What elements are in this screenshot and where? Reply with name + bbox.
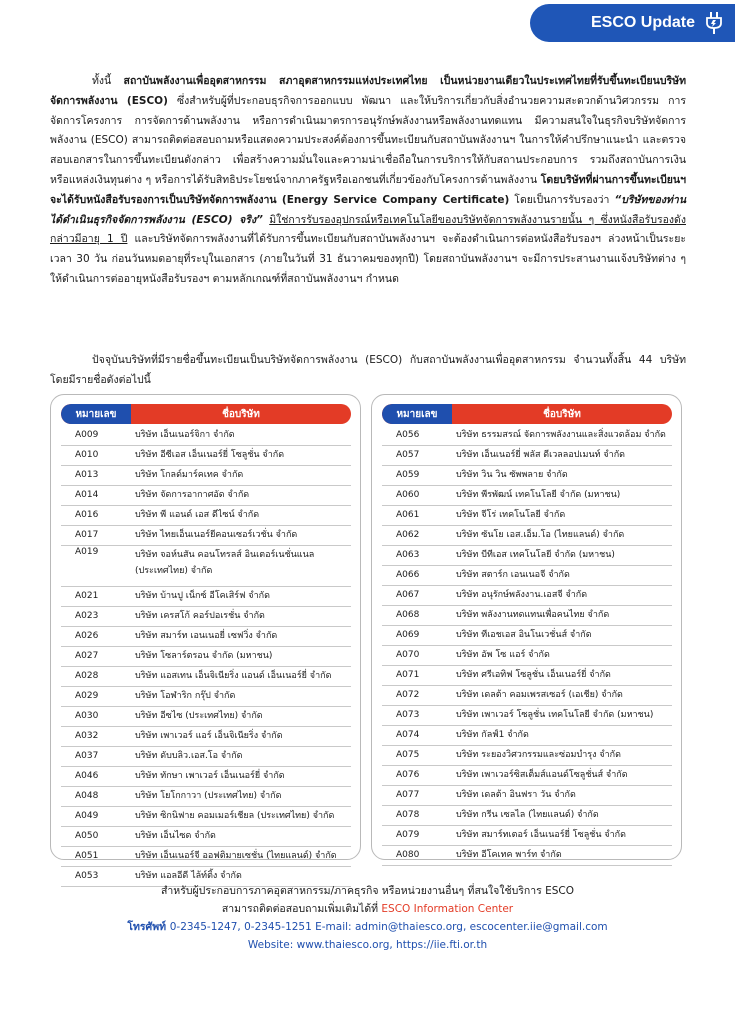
- website-label: Website:: [247, 939, 297, 951]
- company-code: A010: [75, 450, 99, 460]
- email-label: E-mail:: [311, 921, 355, 933]
- column-header-code: หมายเลข: [382, 404, 452, 424]
- current-count-paragraph: ปัจจุบันบริษัทที่มีรายชื่อขึ้นทะเบียนเป็นบริษัทจัดการพลังงาน (ESCO) กับสถาบันพลังงานเพื่ออุตสาหกรรม จำนวนทั้งสิ้น 44 บริษัท โดยมีรายชื่อดังต่อไปนี้: [50, 354, 686, 386]
- table-row: [382, 706, 672, 726]
- company-name: บริษัท อนุรักษ์พลังงาน.เอสจี จำกัด: [456, 590, 588, 600]
- table-row: [61, 687, 351, 707]
- company-name: บริษัท บีทีเอส เทคโนโลยี จำกัด (มหาชน): [456, 550, 615, 560]
- company-code: A028: [75, 671, 99, 681]
- table-row: [382, 626, 672, 646]
- table-row: [382, 846, 672, 866]
- company-name: บริษัท ไทยเอ็นเนอร์ยีคอนเซอร์เวชั่น จำกัด: [135, 530, 298, 540]
- company-name: บริษัท อัพ โซ แอร์ จำกัด: [456, 650, 550, 660]
- company-code: A077: [396, 790, 420, 800]
- company-name: บริษัท ระยองวิศวกรรมและซ่อมบำรุง จำกัด: [456, 750, 621, 760]
- table-row: [382, 726, 672, 746]
- table-row: [61, 607, 351, 627]
- company-name: บริษัท เอ็นเนอร์จิกา จำกัด: [135, 430, 235, 440]
- table-row: [61, 506, 351, 526]
- table-row: [382, 746, 672, 766]
- company-code: A048: [75, 791, 99, 801]
- company-name: บริษัท กัลฟ์1 จำกัด: [456, 730, 529, 740]
- footer-line-1: สำหรับผู้ประกอบการภาคอุตสาหกรรม/ภาคธุรกิจ หรือหน่วยงานอื่นๆ ที่สนใจใช้บริการ ESCO: [160, 885, 575, 897]
- company-code: A061: [396, 510, 420, 520]
- company-name: บริษัท จีโร่ เทคโนโลยี จำกัด: [456, 510, 566, 520]
- company-name: บริษัท อีซีเอส เอ็นเนอร์ยี่ โซลูชั่น จำกัด: [135, 450, 285, 460]
- company-code: A080: [396, 850, 420, 860]
- intro-quote: “บริษัทของท่านได้ดำเนินธุรกิจจัดการพลังงาน (ESCO) จริง”: [50, 193, 687, 226]
- intro-text: ทั้งนี้: [92, 75, 124, 87]
- company-code: A030: [75, 711, 99, 721]
- table-header: [61, 404, 351, 424]
- table-row: [382, 586, 672, 606]
- table-row: [61, 546, 351, 587]
- plug-icon: [705, 11, 723, 35]
- company-name: บริษัท โกลด์มาร์คเทค จำกัด: [135, 470, 244, 480]
- company-name: บริษัท สมาร์ทเตอร์ เอ็นเนอร์ยี่ โซลูชั่น จำกัด: [456, 830, 626, 840]
- company-code: A046: [75, 771, 99, 781]
- company-table-right: [371, 394, 682, 860]
- table-row: [61, 466, 351, 486]
- table-row: [382, 566, 672, 586]
- table-header: [382, 404, 672, 424]
- company-name: บริษัท เอ็นไซด จำกัด: [135, 831, 216, 841]
- company-code: A016: [75, 510, 99, 520]
- company-name: บริษัท บ้านปู เน็กซ์ อีโคเสิร์ฟ จำกัด: [135, 591, 270, 601]
- table-row: [382, 666, 672, 686]
- company-name: บริษัท ศรีเอทิฟ โซลูชั่น เอ็นเนอร์ยี่ จำกัด: [456, 670, 611, 680]
- company-name: บริษัท ทีเอชเอส อินโนเวชั่นส์ จำกัด: [456, 630, 592, 640]
- company-code: A021: [75, 591, 99, 601]
- company-code: A050: [75, 831, 99, 841]
- table-row: [382, 446, 672, 466]
- company-code: A017: [75, 530, 99, 540]
- company-name: บริษัท เครสโก้ คอร์ปอเรชั่น จำกัด: [135, 611, 265, 621]
- intro-disclaimer: มิใช่การรับรองอุปกรณ์หรือเทคโนโลยีของบริษัทจัดการพลังงานรายนั้น ๆ ซึ่งหนังสือรับรองดังกล่าวมีอายุ 1 ปี: [50, 213, 686, 246]
- company-name: บริษัท พลังงานทดแทนเพื่อคนไทย จำกัด: [456, 610, 610, 620]
- contact-footer: [0, 882, 735, 954]
- company-name: บริษัท ซันโย เอส.เอ็ม.โอ (ไทยแลนด์) จำกัด: [456, 530, 625, 540]
- intro-text: โดยเป็นการรับรองว่า: [509, 193, 615, 206]
- company-name: บริษัท กรีน เซลไล (ไทยแลนด์) จำกัด: [456, 810, 599, 820]
- table-row: [382, 426, 672, 446]
- company-code: A013: [75, 470, 99, 480]
- company-name: บริษัท โอฬาริก กรุ๊ป จำกัด: [135, 691, 236, 701]
- esco-update-badge: [530, 4, 735, 42]
- company-code: A067: [396, 590, 420, 600]
- company-code: A069: [396, 630, 420, 640]
- company-name: บริษัท พี แอนด์ เอส ดีไซน์ จำกัด: [135, 510, 260, 520]
- company-name: บริษัท ซิกนิฟาย คอมเมอร์เชียล (ประเทศไทย) จำกัด: [135, 811, 335, 821]
- company-code: A079: [396, 830, 420, 840]
- table-row: [382, 506, 672, 526]
- company-name: บริษัท เดลต้า คอมเพรสเซอร์ (เอเชีย) จำกัด: [456, 690, 623, 700]
- table-row: [382, 646, 672, 666]
- company-code: A026: [75, 631, 99, 641]
- company-name: บริษัท เพาเวอร์ซิสเต็มส์แอนด์โซลูชั่นส์ จำกัด: [456, 770, 628, 780]
- column-header-name: ชื่อบริษัท: [543, 408, 581, 420]
- company-code: A076: [396, 770, 420, 780]
- table-row: [382, 546, 672, 566]
- intro-iie-statement: สถาบันพลังงานเพื่ออุตสาหกรรม สภาอุตสาหกรรมแห่งประเทศไทย เป็นหน่วยงานเดียวในประเทศไทยที่รับขึ้นทะเบียนบริษัทจัดการพลังงาน (ESCO): [50, 75, 686, 107]
- company-code: A074: [396, 730, 420, 740]
- company-code: A059: [396, 470, 420, 480]
- table-row: [382, 526, 672, 546]
- company-code: A049: [75, 811, 99, 821]
- company-code: A056: [396, 430, 420, 440]
- intro-paragraph: [50, 72, 686, 290]
- intro-text: ซึ่งสำหรับผู้ที่ประกอบธุรกิจการออกแบบ พัฒนา และให้บริการเกี่ยวกับสิ่งอำนวยความสะดวกด้านวิศวกรรม การจัดการโครงการ การจัดการด้านพลังงาน หรือการดำเนินมาตรการอนุรักษ์พลังงานหรือพลังงานทดแทน มีความสนใจในธุรกิจบริษัทจัดการพลังงาน (ESCO) สามารถติดต่อสอบถามหรือแสดงความประสงค์ต้องการขึ้นทะเบียนกับสถาบันพลังงานฯ ในการให้คำปรึกษาแนะนำ และตรวจสอบเอกสารในการขึ้นทะเบียนดังกล่าว เพื่อสร้างความมั่นใจและความน่าเชื่อถือในการบริการให้กับสถานประกอบการ รวมถึงสถาบันการเงิน หรือแหล่งเงินทุนต่าง ๆ หรือการได้รับสิทธิประโยชน์จากภาครัฐหรือเอกชนที่เกี่ยวข้องกับโครงการด้านพลังงาน: [50, 94, 686, 186]
- table-row: [382, 466, 672, 486]
- table-row: [61, 587, 351, 607]
- table-row: [382, 486, 672, 506]
- company-code: A068: [396, 610, 420, 620]
- company-name: บริษัท ทักษา เพาเวอร์ เอ็นเนอร์ยี่ จำกัด: [135, 771, 285, 781]
- company-name: บริษัท แอสเทน เอ็นจิเนียริ่ง แอนด์ เอ็นเนอร์ยี่ จำกัด: [135, 671, 332, 681]
- company-name: บริษัท เอ็นเนอร์จี ออฟติมายเซชั่น (ไทยแลนด์) จำกัด: [135, 851, 337, 861]
- company-code: A032: [75, 731, 99, 741]
- intro-certificate-statement: โดยบริษัทที่ผ่านการขึ้นทะเบียนฯ จะได้รับหนังสือรับรองการเป็นบริษัทจัดการพลังงาน (Energy Service Company Certificate): [50, 173, 686, 206]
- table-row: [61, 446, 351, 466]
- company-code: A071: [396, 670, 420, 680]
- phone-label: โทรศัพท์: [127, 921, 170, 933]
- company-name: บริษัท วิน วิน ซัพพลาย จำกัด: [456, 470, 568, 480]
- company-name: บริษัท เอ็นเนอร์ยี่ พลัส ดีเวลลอปเมนท์ จำกัด: [456, 450, 626, 460]
- company-code: A072: [396, 690, 420, 700]
- company-name: บริษัท จัดการอากาศอัด จำกัด: [135, 490, 250, 500]
- company-code: A009: [75, 430, 99, 440]
- company-code: A062: [396, 530, 420, 540]
- company-code: A023: [75, 611, 99, 621]
- company-code: A057: [396, 450, 420, 460]
- company-code: A053: [75, 871, 99, 881]
- table-row: [61, 647, 351, 667]
- company-name: บริษัท เพาเวอร์ โซลูชั่น เทคโนโลยี จำกัด (มหาชน): [456, 710, 654, 720]
- footer-line-2: สามารถติดต่อสอบถามเพิ่มเติมได้ที่ ESCO Information Center: [221, 903, 514, 915]
- table-row: [61, 426, 351, 446]
- company-code: A078: [396, 810, 420, 820]
- company-name: บริษัท อีซไซ (ประเทศไทย) จำกัด: [135, 711, 263, 721]
- table-row: [61, 767, 351, 787]
- company-name: บริษัท สมาร์ท เอนเนอยี่ เซฟวิ่ง จำกัด: [135, 631, 278, 641]
- company-name: บริษัท ดับบลิว.เอส.โอ จำกัด: [135, 751, 243, 761]
- table-row: [382, 606, 672, 626]
- table-row: [61, 827, 351, 847]
- table-rows: [382, 426, 672, 866]
- company-name: บริษัท แอลอีดี ไล้ท์ติ้ง จำกัด: [135, 871, 242, 881]
- table-row: [382, 766, 672, 786]
- table-row: [61, 667, 351, 687]
- column-header-code: หมายเลข: [61, 404, 131, 424]
- column-header-name: ชื่อบริษัท: [222, 408, 260, 420]
- footer-website: [0, 936, 735, 954]
- company-name: บริษัท เพาเวอร์ แอร์ เอ็นจิเนียริ่ง จำกัด: [135, 731, 283, 741]
- company-name: บริษัท โยโกกาวา (ประเทศไทย) จำกัด: [135, 791, 282, 801]
- table-row: [382, 826, 672, 846]
- company-code: A051: [75, 851, 99, 861]
- company-code: A070: [396, 650, 420, 660]
- badge-label: ESCO Update: [590, 14, 695, 31]
- table-row: [61, 787, 351, 807]
- table-row: [61, 747, 351, 767]
- table-row: [61, 727, 351, 747]
- company-name: บริษัท เดลต้า อินฟรา วัน จำกัด: [456, 790, 576, 800]
- company-name: บริษัท จอห์นสัน คอนโทรลส์ อินเตอร์เนชั่นแนล (ประเทศไทย) จำกัด: [135, 550, 315, 576]
- company-table-left: [50, 394, 361, 881]
- table-row: [382, 806, 672, 826]
- table-row: [61, 486, 351, 506]
- company-code: A060: [396, 490, 420, 500]
- company-code: A073: [396, 710, 420, 720]
- table-row: [382, 786, 672, 806]
- company-code: A027: [75, 651, 99, 661]
- phone-numbers: 0-2345-1247, 0-2345-1251: [169, 921, 312, 933]
- company-name: บริษัท โซลาร์ตรอน จำกัด (มหาชน): [135, 651, 273, 661]
- company-code: A019: [75, 547, 99, 557]
- table-row: [382, 686, 672, 706]
- website-link[interactable]: www.thaiesco.org, https://iie.fti.or.th: [296, 939, 488, 951]
- company-name: บริษัท ธรรมสรณ์ จัดการพลังงานและสิ่งแวดล้อม จำกัด: [456, 430, 666, 440]
- company-code: A063: [396, 550, 420, 560]
- email-link[interactable]: admin@thaiesco.org, escocenter.iie@gmail.com: [354, 921, 608, 933]
- company-code: A066: [396, 570, 420, 580]
- company-code: A037: [75, 751, 99, 761]
- company-code: A029: [75, 691, 99, 701]
- company-name: บริษัท พีรพัฒน์ เทคโนโลยี จำกัด (มหาชน): [456, 490, 621, 500]
- company-code: A014: [75, 490, 99, 500]
- table-row: [61, 526, 351, 546]
- intro-text: และบริษัทจัดการพลังงานที่ได้รับการขึ้นทะเบียนกับสถาบันพลังงานฯ จะต้องดำเนินการต่อหนังสือรับรองฯ ล่วงหน้าเป็นระยะเวลา 30 วัน ก่อนวันหมดอายุที่ระบุในเอกสาร (ภายในวันที่ 31 ธันวาคมของทุกปี) โดยสถาบันพลังงานฯ จะมีการประสานงานแจ้งบริษัทต่าง ๆ ให้ดำเนินการต่ออายุหนังสือรับรองฯ ตามหลักเกณฑ์ที่สถาบันพลังงานฯ กำหนด: [50, 233, 686, 285]
- table-row: [61, 847, 351, 867]
- info-center-name: ESCO Information Center: [381, 903, 514, 915]
- company-name: บริษัท อีโคเทค พาร์ท จำกัด: [456, 850, 562, 860]
- table-row: [61, 807, 351, 827]
- company-code: A075: [396, 750, 420, 760]
- table-row: [61, 627, 351, 647]
- table-row: [61, 707, 351, 727]
- company-name: บริษัท สตาร์ก เอนเนอจี จำกัด: [456, 570, 570, 580]
- table-rows: [61, 426, 351, 887]
- footer-contacts: [0, 918, 735, 936]
